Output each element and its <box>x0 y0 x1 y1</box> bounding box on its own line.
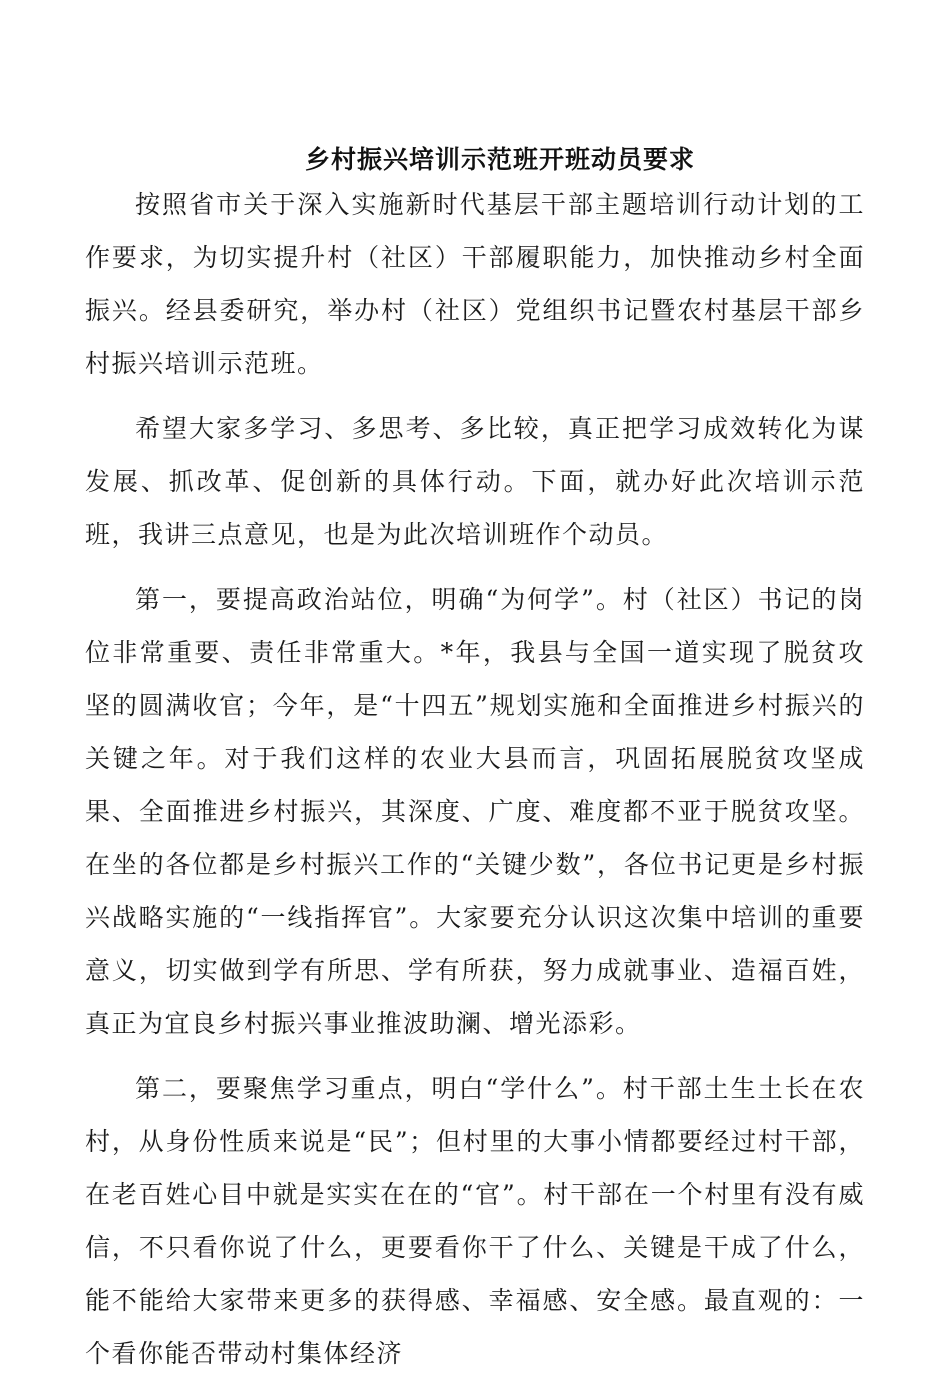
paragraph-first-point: 第一，要提高政治站位，明确“为何学”。村（社区）书记的岗位非常重要、责任非常重大。*年，我县与全国一道实现了脱贫攻坚的圆满收官；今年，是“十四五”规划实施和全面推进乡村振兴的关键之年。对于我们这样的农业大县而言，巩固拓展脱贫攻坚成果、全面推进乡村振兴，其深度、广度、难度都不亚于脱贫攻坚。在坐的各位都是乡村振兴工作的“关键少数”，各位书记更是乡村振兴战略实施的“一线指挥官”。大家要充分认识这次集中培训的重要意义，切实做到学有所思、学有所获，努力成就事业、造福百姓，真正为宜良乡村振兴事业推波助澜、增光添彩。 <box>85 585 865 1038</box>
paragraph-second-point: 第二，要聚焦学习重点，明白“学什么”。村干部土生土长在农村，从身份性质来说是“民”；但村里的大事小情都要经过村干部，在老百姓心目中就是实实在在的“官”。村干部在一个村里有没有威信，不只看你说了什么，更要看你干了什么、关键是干成了什么，能不能给大家带来更多的获得感、幸福感、安全感。最直观的：一个看你能否带动村集体经济 <box>85 1074 865 1368</box>
paragraph-intro: 按照省市关于深入实施新时代基层干部主题培训行动计划的工作要求，为切实提升村（社区）干部履职能力，加快推动乡村全面振兴。经县委研究，举办村（社区）党组织书记暨农村基层干部乡村振兴培训示范班。 <box>85 190 865 378</box>
document-body <box>85 178 865 1380</box>
paragraph-hope: 希望大家多学习、多思考、多比较，真正把学习成效转化为谋发展、抓改革、促创新的具体行动。下面，就办好此次培训示范班，我讲三点意见，也是为此次培训班作个动员。 <box>85 414 865 549</box>
document-title: 乡村振兴培训示范班开班动员要求 <box>304 145 695 174</box>
